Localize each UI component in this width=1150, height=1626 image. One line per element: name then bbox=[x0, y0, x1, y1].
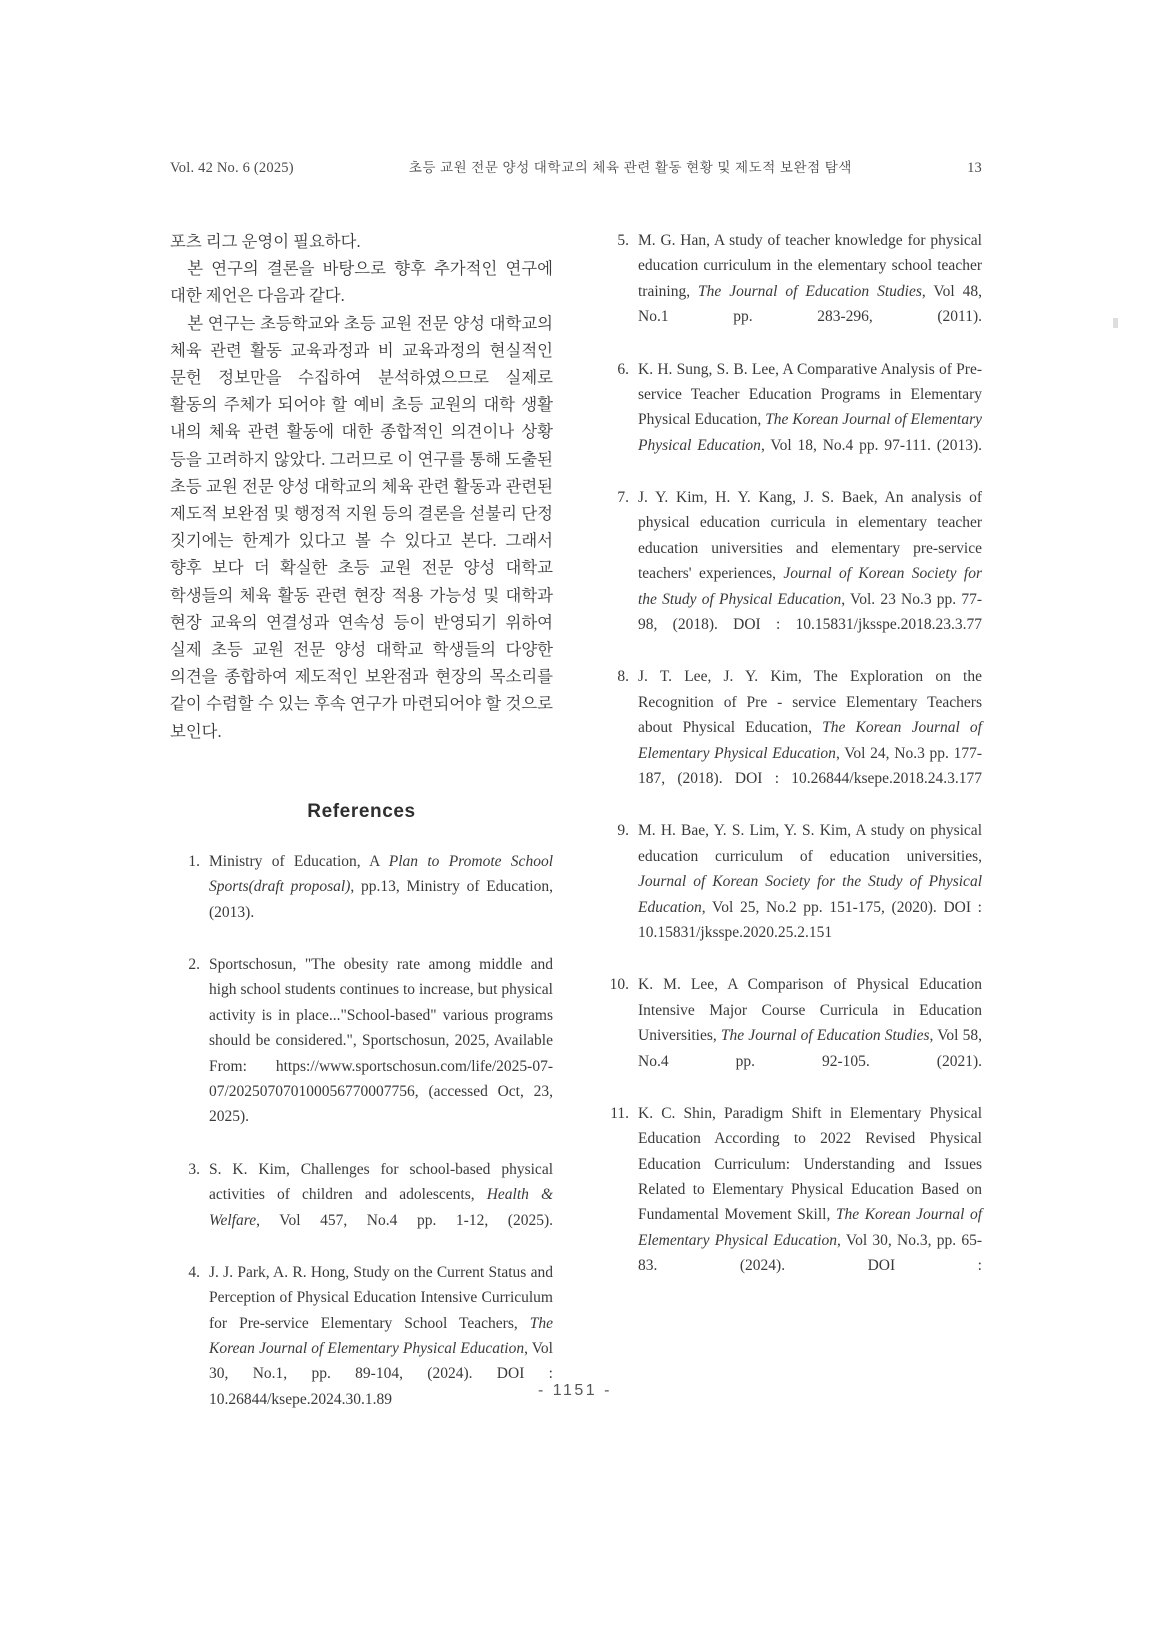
footer-page-number: - 1151 - bbox=[538, 1382, 612, 1399]
body-paragraph: 본 연구의 결론을 바탕으로 향후 추가적인 연구에 대한 제언은 다음과 같다. bbox=[170, 259, 553, 306]
body-paragraph: 포츠 리그 운영이 필요하다. bbox=[170, 232, 361, 251]
reference-number: 8. bbox=[617, 668, 629, 686]
reference-item bbox=[599, 357, 982, 484]
references-heading: References bbox=[307, 800, 416, 822]
reference-number: 10. bbox=[609, 976, 629, 994]
right-column bbox=[599, 228, 982, 1348]
reference-number: 1. bbox=[188, 852, 200, 870]
reference-list-left bbox=[170, 849, 553, 1438]
reference-number: 6. bbox=[617, 360, 629, 378]
reference-text: K. M. Lee, A Comparison of Physical Education Intensive Major Course Curricula in Education Universities, The Journal of Education Studies, Vol 58, No.4 pp. 92-105. (2021). bbox=[638, 976, 982, 1070]
reference-number: 7. bbox=[617, 489, 629, 507]
reference-number: 4. bbox=[188, 1263, 200, 1281]
scan-artifact bbox=[1113, 318, 1118, 328]
reference-item bbox=[170, 849, 553, 951]
reference-item bbox=[170, 952, 553, 1155]
reference-text: K. C. Shin, Paradigm Shift in Elementary Physical Education According to 2022 Revised Physical Education Curriculum: Understanding and Issues Related to Elementary Physical Education Based on Fundamental Movement Skill, The Korean Journal of Elementary Physical Education, Vol 30, No.3, pp. 65-83. (2024). DOI : bbox=[638, 1104, 983, 1275]
reference-item bbox=[599, 818, 982, 970]
reference-item bbox=[170, 1260, 553, 1438]
reference-item bbox=[599, 972, 982, 1099]
reference-number: 11. bbox=[610, 1104, 629, 1122]
reference-item bbox=[599, 664, 982, 816]
running-head bbox=[170, 156, 982, 178]
left-column bbox=[170, 228, 553, 1408]
reference-list-right bbox=[599, 228, 982, 1304]
reference-item bbox=[599, 1101, 982, 1304]
reference-item bbox=[599, 228, 982, 355]
reference-text: Ministry of Education, A Plan to Promote School Sports(draft proposal), pp.13, Ministry of Education, (2013). bbox=[209, 852, 553, 921]
reference-text: M. H. Bae, Y. S. Lim, Y. S. Kim, A study on physical education curriculum of education universities, Journal of Korean Society for the Study of Physical Education, Vol 25, No.2 pp. 151-175, (2020). DOI : 10.15831/jksspe.2020.25.2.151 bbox=[638, 822, 982, 941]
reference-number: 5. bbox=[617, 232, 629, 249]
reference-item bbox=[170, 1157, 553, 1259]
reference-text: J. Y. Kim, H. Y. Kang, J. S. Baek, An analysis of physical education curricula in elementary teacher education universities and elementary pre-service teachers' experiences, Journal of Korean Society for the Study of Physical Education, Vol. 23 No.3 pp. 77-98, (2018). DOI : 10.15831/jksspe.2018.23.3.77 bbox=[638, 489, 982, 634]
reference-number: 2. bbox=[188, 955, 200, 973]
reference-item bbox=[599, 485, 982, 663]
body-paragraph: 본 연구는 초등학교와 초등 교원 전문 양성 대학교의 체육 관련 활동 교육과정과 비 교육과정의 현실적인 문헌 정보만을 수집하여 분석하였으므로 실제로 활동의 주체가 되어야 할 예비 초등 교원의 대학 생활 내의 체육 관련 활동에 대한 종합적인 의견이나 상황 등을 고려하지 않았다. 그러므로 이 연구를 통해 도출된 초등 교원 전문 양성 대학교의 체육 관련 활동과 관련된 제도적 보완점 및 행정적 지원 등의 결론을 섣불리 단정 짓기에는 한계가 있다고 볼 수 있다고 본다. 그래서 향후 보다 더 확실한 초등 교원 전문 양성 대학교 학생들의 체육 활동 관련 현장 적용 가능성 및 대학과 현장 교육의 연결성과 연속성 등이 반영되기 위하여 실제 초등 교원 전문 양성 대학교 학생들의 다양한 의견을 종합하여 제도적인 보완점과 현장의 목소리를 같이 수렴할 수 있는 후속 연구가 마련되어야 할 것으로 보인다. bbox=[170, 313, 553, 741]
reference-text: J. T. Lee, J. Y. Kim, The Exploration on the Recognition of Pre - service Elementary Teachers about Physical Education, The Korean Journal of Elementary Physical Education, Vol 24, No.3 pp. 177-187, (2018). DOI : 10.26844/ksepe.2018.24.3.177 bbox=[638, 668, 983, 788]
volume-issue-label: Vol. 42 No. 6 (2025) bbox=[170, 160, 294, 176]
header-page-number: 13 bbox=[967, 160, 982, 176]
reference-number: 9. bbox=[617, 822, 629, 840]
reference-text: J. J. Park, A. R. Hong, Study on the Current Status and Perception of Physical Education Intensive Curriculum for Pre-service Elementary School Teachers, The Korean Journal of Elementary Physical Education, Vol 30, No.1, pp. 89-104, (2024). DOI : 10.26844/ksepe.2024.30.1.89 bbox=[209, 1263, 553, 1408]
reference-text: M. G. Han, A study of teacher knowledge for physical education curriculum in the elementary school teacher training, The Journal of Education Studies, Vol 48, No.1 pp. 283-296, (2011). bbox=[638, 232, 982, 326]
reference-text: Sportschosun, "The obesity rate among middle and high school students continues to increase, but physical activity is in place..."School-based" various programs should be considered.", Sportschosun, 2025, Available From: https://www.sportschosun.com/life/2025-07-07/202507070100056770007756, (accessed Oct, 23, 2025). bbox=[209, 955, 553, 1126]
reference-text: S. K. Kim, Challenges for school-based physical activities of children and adolescents, Health & Welfare, Vol 457, No.4 pp. 1-12, (2025). bbox=[209, 1160, 553, 1229]
reference-text: K. H. Sung, S. B. Lee, A Comparative Analysis of Pre-service Teacher Education Programs in Elementary Physical Education, The Korean Journal of Elementary Physical Education, Vol 18, No.4 pp. 97-111. (2013). bbox=[638, 360, 982, 454]
running-title: 초등 교원 전문 양성 대학교의 체육 관련 활동 현황 및 제도적 보완점 탐색 bbox=[408, 160, 853, 175]
reference-number: 3. bbox=[188, 1160, 200, 1178]
